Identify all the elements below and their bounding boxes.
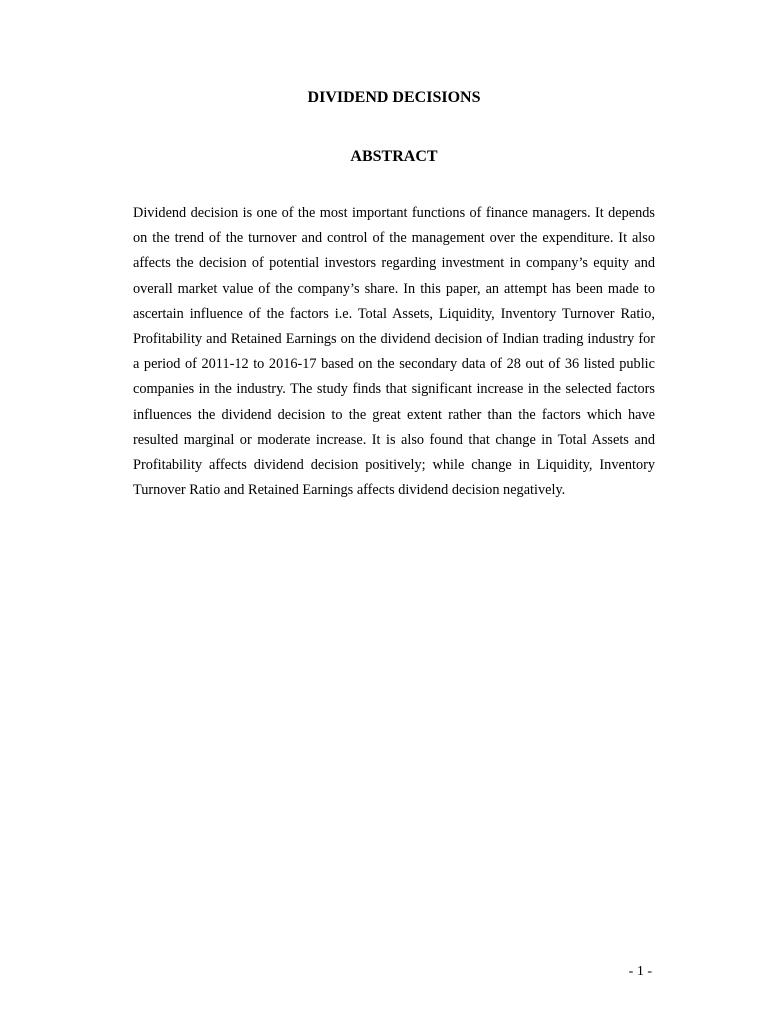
abstract-heading: ABSTRACT: [350, 148, 438, 165]
document-title: DIVIDEND DECISIONS: [307, 89, 481, 106]
page-number: - 1 -: [628, 964, 652, 979]
abstract-paragraph: Dividend decision is one of the most important functions of finance managers. It depends on the trend of the turnover and control of the management over the expenditure. It also affects the decision of potential investors regarding investment in company’s equity and overall market value of the company’s share. In this paper, an attempt has been made to ascertain influence of the factors i.e. Total Assets, Liquidity, Inventory Turnover Ratio, Profitability and Retained Earnings on the dividend decision of Indian trading industry for a period of 2011-12 to 2016-17 based on the secondary data of 28 out of 36 listed public companies in the industry. The study finds that significant increase in the selected factors influences the dividend decision to the great extent rather than the factors which have resulted marginal or moderate increase. It is also found that change in Total Assets and Profitability affects dividend decision positively; while change in Liquidity, Inventory Turnover Ratio and Retained Earnings affects dividend decision negatively.: [133, 205, 655, 499]
